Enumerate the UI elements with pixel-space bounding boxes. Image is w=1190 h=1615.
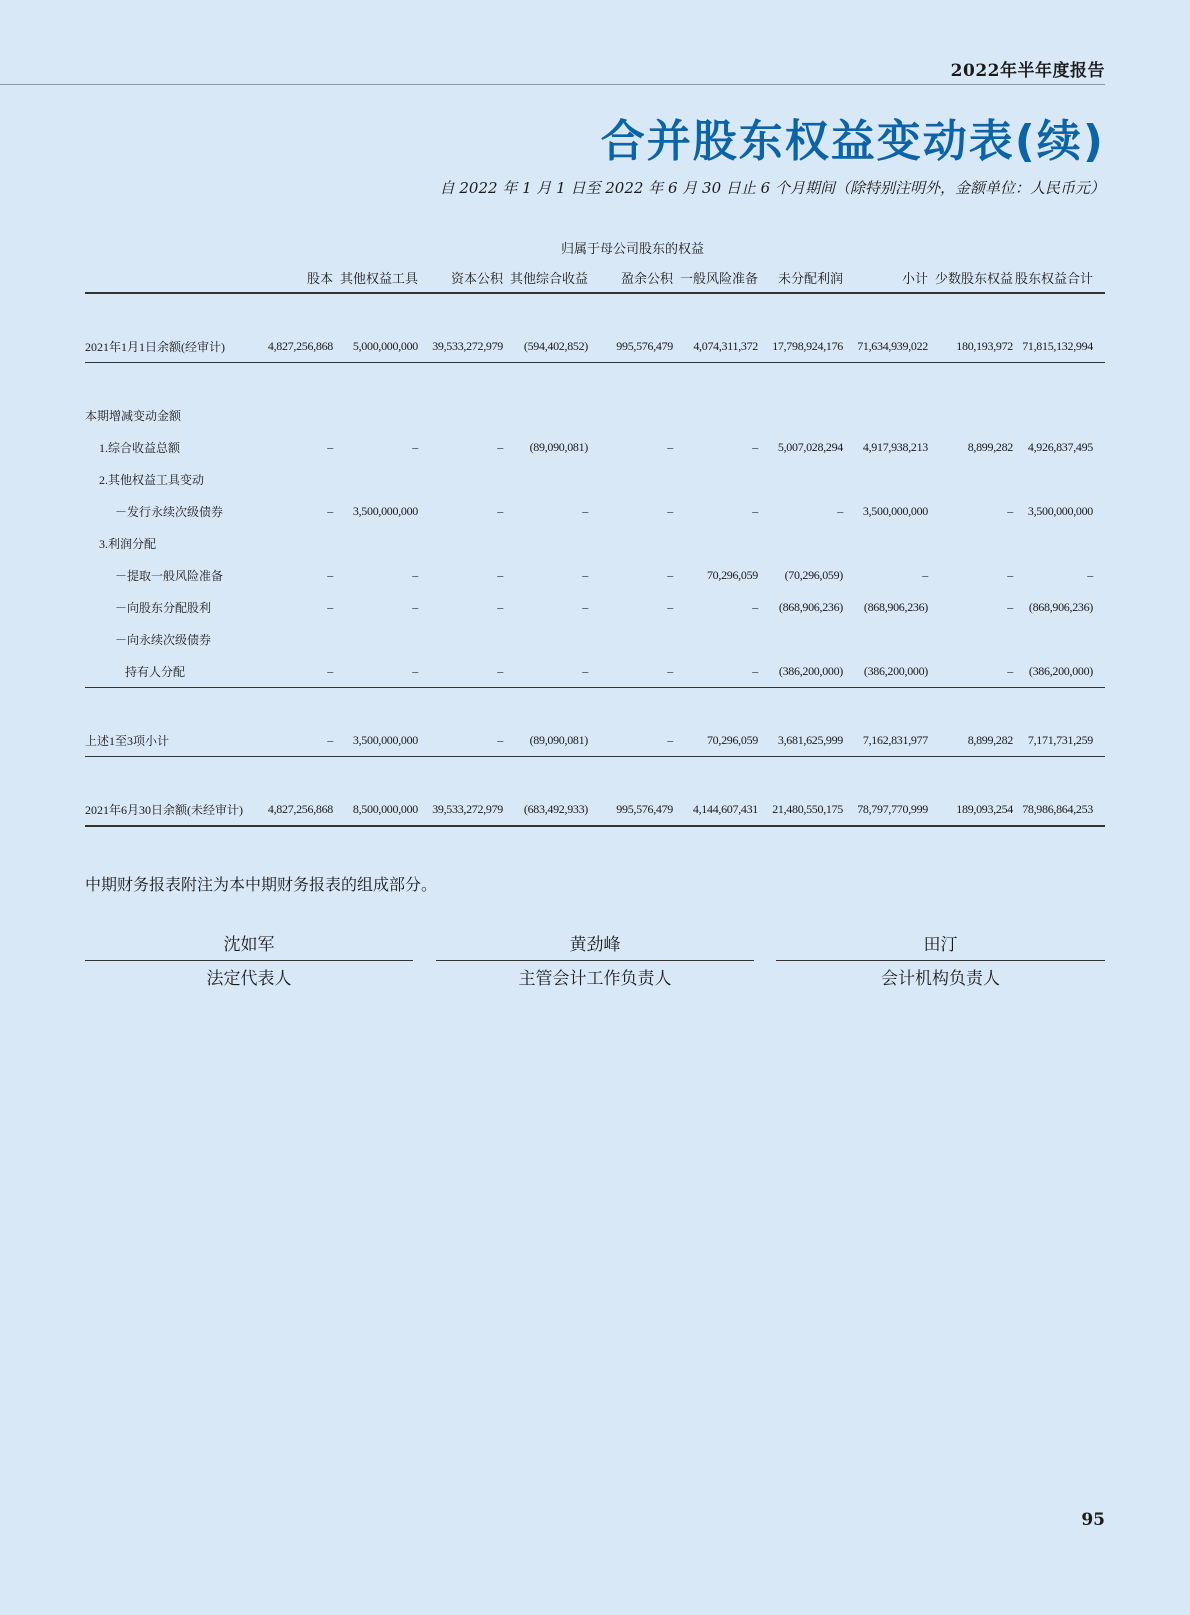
table-cell: – — [667, 439, 673, 454]
table-cell: 4,926,837,495 — [1027, 439, 1093, 454]
table-cell: 995,576,479 — [590, 330, 675, 363]
col-header: 未分配利润 — [777, 270, 843, 286]
row-label: 2021年1月1日余额(经审计) — [85, 330, 250, 363]
table-cell: (868,906,236) — [863, 599, 928, 614]
table-cell: – — [250, 724, 335, 757]
page-number: 95 — [1081, 1510, 1105, 1530]
signer-name: 黄劲峰 — [569, 935, 621, 955]
table-cell: – — [582, 503, 588, 518]
table-cell: – — [837, 503, 843, 518]
table-cell: (386,200,000) — [845, 655, 930, 688]
page-title: 合并股东权益变动表(续) — [600, 116, 1105, 167]
table-cell: 4,827,256,868 — [250, 793, 335, 826]
table-cell: – — [667, 567, 673, 582]
table-row-subtotal — [85, 724, 1105, 757]
table-cell: – — [1007, 599, 1013, 614]
table-cell: – — [582, 567, 588, 582]
table-cell: – — [752, 439, 758, 454]
table-cell: – — [930, 655, 1015, 688]
table-cell: 71,815,132,994 — [1015, 330, 1105, 363]
col-header: 其他综合收益 — [509, 270, 588, 286]
table-cell: – — [412, 439, 418, 454]
table-cell: 4,074,311,372 — [675, 330, 760, 363]
row-label: 1.综合收益总额 — [99, 440, 181, 455]
footnote: 中期财务报表附注为本中期财务报表的组成部分。 — [85, 875, 438, 894]
table-cell: – — [497, 599, 503, 614]
row-label: 3.利润分配 — [99, 536, 157, 551]
signer-name: 田汀 — [923, 935, 958, 955]
row-label: 持有人分配 — [85, 655, 250, 688]
col-header: 一般风险准备 — [679, 270, 758, 286]
col-header: 其他权益工具 — [339, 270, 418, 286]
table-cell: (683,492,933) — [505, 793, 590, 826]
table-row-item3b — [85, 591, 1105, 623]
table-cell: (386,200,000) — [1015, 655, 1105, 688]
table-cell: (868,906,236) — [1028, 599, 1093, 614]
table-cell: – — [1007, 567, 1013, 582]
table-cell: 3,500,000,000 — [862, 503, 928, 518]
table-row-heading — [85, 527, 1105, 559]
table-cell: – — [327, 599, 333, 614]
col-header: 盈余公积 — [620, 270, 673, 286]
row-label: －发行永续次级债券 — [115, 504, 224, 519]
table-cell: 4,917,938,213 — [862, 439, 928, 454]
row-label: 2.其他权益工具变动 — [99, 472, 205, 487]
table-cell: (70,296,059) — [784, 567, 843, 582]
table-cell: 189,093,254 — [930, 793, 1015, 826]
table-cell: (89,090,081) — [529, 439, 588, 454]
table-row-heading — [85, 463, 1105, 495]
table-row-item3a — [85, 559, 1105, 591]
table-cell: 78,986,864,253 — [1015, 793, 1105, 826]
table-cell: 70,296,059 — [706, 567, 758, 582]
table-cell: (868,906,236) — [778, 599, 843, 614]
table-cell: – — [327, 503, 333, 518]
table-cell: 5,000,000,000 — [335, 330, 420, 363]
table-cell: (89,090,081) — [505, 724, 590, 757]
row-label: －向股东分配股利 — [115, 600, 212, 615]
row-label: 上述1至3项小计 — [85, 724, 250, 757]
table-row-heading — [85, 399, 1105, 431]
table-cell: – — [412, 567, 418, 582]
table-cell: – — [412, 599, 418, 614]
table-cell: 39,533,272,979 — [420, 793, 505, 826]
table-cell: – — [590, 724, 675, 757]
table-cell: 8,899,282 — [967, 439, 1013, 454]
table-cell: – — [505, 655, 590, 688]
table-cell: – — [582, 599, 588, 614]
report-label: 2022年半年度报告 — [950, 61, 1105, 81]
table-cell: (386,200,000) — [760, 655, 845, 688]
table-cell: – — [327, 567, 333, 582]
equity-changes-table — [85, 232, 1105, 827]
signature-block — [85, 930, 413, 997]
signer-name: 沈如军 — [223, 935, 275, 955]
group-header: 归属于母公司股东的权益 — [560, 240, 704, 256]
table-cell: 21,480,550,175 — [760, 793, 845, 826]
signature-block — [436, 930, 754, 997]
table-cell: – — [675, 655, 760, 688]
table-cell: – — [335, 655, 420, 688]
signer-role: 主管会计工作负责人 — [518, 969, 672, 989]
col-header: 资本公积 — [450, 270, 503, 286]
table-row-item3c — [85, 655, 1105, 688]
row-label: －向永续次级债券 — [115, 632, 212, 647]
table-cell: 7,162,831,977 — [845, 724, 930, 757]
table-cell: 8,899,282 — [930, 724, 1015, 757]
table-cell: – — [667, 503, 673, 518]
table-cell: 180,193,972 — [930, 330, 1015, 363]
table-cell: (594,402,852) — [505, 330, 590, 363]
page-subtitle: 自 2022 年 1 月 1 日至 2022 年 6 月 30 日止 6 个月期间（除特别注明外，金额单位：人民币元） — [439, 179, 1105, 197]
signer-role: 会计机构负责人 — [881, 969, 1000, 989]
row-label: 本期增减变动金额 — [85, 408, 182, 423]
table-cell: 8,500,000,000 — [335, 793, 420, 826]
table-row-item2a — [85, 495, 1105, 527]
col-header: 少数股东权益 — [934, 270, 1013, 286]
table-cell: 4,827,256,868 — [250, 330, 335, 363]
table-cell: – — [590, 655, 675, 688]
table-cell: – — [1007, 503, 1013, 518]
col-header: 股本 — [306, 270, 333, 286]
table-cell: – — [420, 655, 505, 688]
table-cell: – — [1087, 567, 1093, 582]
table-cell: – — [497, 439, 503, 454]
row-label: 2021年6月30日余额(未经审计) — [85, 793, 250, 826]
table-cell: – — [420, 724, 505, 757]
table-cell: – — [497, 567, 503, 582]
column-header-row — [85, 262, 1105, 293]
table-cell: – — [250, 655, 335, 688]
table-row-closing — [85, 793, 1105, 826]
table-cell: – — [752, 503, 758, 518]
table-cell: – — [497, 503, 503, 518]
table-cell: 3,681,625,999 — [760, 724, 845, 757]
col-header: 股东权益合计 — [1015, 270, 1094, 286]
table-cell: 78,797,770,999 — [845, 793, 930, 826]
group-header-row — [85, 232, 1105, 262]
col-header: 小计 — [901, 270, 928, 286]
table-cell: – — [752, 599, 758, 614]
table-cell: 7,171,731,259 — [1015, 724, 1105, 757]
signature-block — [776, 930, 1105, 997]
table-cell: 39,533,272,979 — [420, 330, 505, 363]
row-label: －提取一般风险准备 — [115, 568, 224, 583]
table-cell: 71,634,939,022 — [845, 330, 930, 363]
table-cell: 70,296,059 — [675, 724, 760, 757]
table-cell: 5,007,028,294 — [777, 439, 843, 454]
table-cell: 3,500,000,000 — [352, 503, 418, 518]
signer-role: 法定代表人 — [206, 969, 292, 989]
table-row-heading — [85, 623, 1105, 655]
table-cell: 3,500,000,000 — [335, 724, 420, 757]
table-cell: 4,144,607,431 — [675, 793, 760, 826]
table-cell: – — [327, 439, 333, 454]
header-rule — [0, 84, 1105, 85]
table-row-item1 — [85, 431, 1105, 463]
table-cell: 995,576,479 — [590, 793, 675, 826]
table-cell: 17,798,924,176 — [760, 330, 845, 363]
table-cell: 3,500,000,000 — [1027, 503, 1093, 518]
table-cell: – — [922, 567, 928, 582]
table-cell: – — [667, 599, 673, 614]
table-row-opening — [85, 330, 1105, 363]
